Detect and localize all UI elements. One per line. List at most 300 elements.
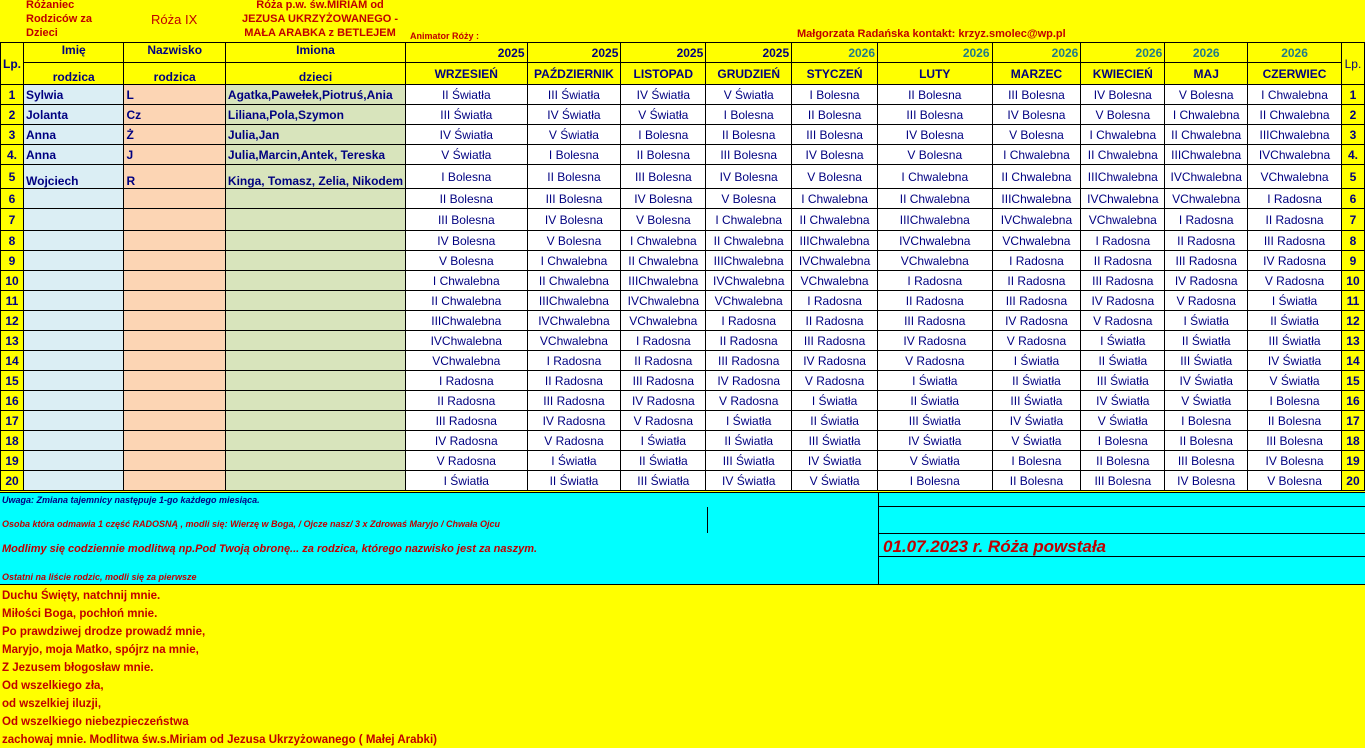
parent-surname-initial[interactable] [124,291,225,311]
mystery-cell[interactable]: I Światła [878,371,993,391]
mystery-cell[interactable]: V Radosna [621,411,706,431]
row-number[interactable]: 4. [1,145,24,165]
mystery-cell[interactable]: I Bolesna [792,85,878,105]
mystery-cell[interactable]: IV Światła [621,85,706,105]
children-names[interactable]: Julia,Jan [225,125,405,145]
mystery-cell[interactable]: V Radosna [406,451,527,471]
children-names[interactable]: Agatka,Pawełek,Piotruś,Ania [225,85,405,105]
mystery-cell[interactable]: I Chwalebna [706,209,792,231]
row-number[interactable]: 19 [1,451,24,471]
mystery-cell[interactable]: IIIChwalebna [1165,145,1248,165]
mystery-cell[interactable]: II Chwalebna [706,231,792,251]
row-number[interactable]: 2 [1,105,24,125]
parent-first-name[interactable]: Anna [24,145,124,165]
parent-surname-initial[interactable]: L [124,85,225,105]
row-number[interactable]: 16 [1,391,24,411]
mystery-cell[interactable]: IV Radosna [1081,291,1165,311]
mystery-cell[interactable]: III Światła [406,105,527,125]
mystery-cell[interactable]: IV Bolesna [792,145,878,165]
mystery-cell[interactable]: II Światła [527,471,621,491]
mystery-cell[interactable]: III Radosna [992,291,1081,311]
mystery-cell[interactable]: IV Światła [1248,351,1342,371]
mystery-cell[interactable]: V Bolesna [1165,85,1248,105]
mystery-cell[interactable]: II Bolesna [792,105,878,125]
mystery-cell[interactable]: I Chwalebna [878,165,993,189]
mystery-cell[interactable]: III Bolesna [792,125,878,145]
row-number-right[interactable]: 3 [1341,125,1364,145]
parent-surname-initial[interactable] [124,351,225,371]
parent-surname-initial[interactable]: Ż [124,125,225,145]
mystery-cell[interactable]: V Bolesna [1248,471,1342,491]
parent-surname-initial[interactable] [124,251,225,271]
mystery-cell[interactable]: I Chwalebna [992,145,1081,165]
mystery-cell[interactable]: V Bolesna [621,209,706,231]
mystery-cell[interactable]: IVChwalebna [1248,145,1342,165]
mystery-cell[interactable]: II Chwalebna [406,291,527,311]
mystery-cell[interactable]: III Radosna [1248,231,1342,251]
mystery-cell[interactable]: VChwalebna [1081,209,1165,231]
mystery-cell[interactable]: VChwalebna [527,331,621,351]
children-names[interactable] [225,311,405,331]
mystery-cell[interactable]: II Światła [1081,351,1165,371]
mystery-cell[interactable]: I Bolesna [1248,391,1342,411]
parent-surname-initial[interactable] [124,411,225,431]
row-number[interactable]: 9 [1,251,24,271]
mystery-cell[interactable]: II Radosna [406,391,527,411]
row-number-right[interactable]: 13 [1341,331,1364,351]
mystery-cell[interactable]: III Radosna [878,311,993,331]
parent-surname-initial[interactable] [124,271,225,291]
row-number-right[interactable]: 16 [1341,391,1364,411]
mystery-cell[interactable]: IV Bolesna [406,231,527,251]
mystery-cell[interactable]: I Chwalebna [406,271,527,291]
mystery-cell[interactable]: VChwalebna [878,251,993,271]
mystery-cell[interactable]: II Bolesna [621,145,706,165]
mystery-cell[interactable]: IV Światła [1081,391,1165,411]
mystery-cell[interactable]: I Bolesna [992,451,1081,471]
mystery-cell[interactable]: III Radosna [1081,271,1165,291]
mystery-cell[interactable]: V Radosna [878,351,993,371]
parent-surname-initial[interactable] [124,331,225,351]
mystery-cell[interactable]: III Bolesna [878,105,993,125]
children-names[interactable] [225,331,405,351]
row-number[interactable]: 12 [1,311,24,331]
mystery-cell[interactable]: V Bolesna [706,189,792,209]
mystery-cell[interactable]: V Radosna [1081,311,1165,331]
parent-first-name[interactable] [24,411,124,431]
mystery-cell[interactable]: I Światła [1165,311,1248,331]
parent-first-name[interactable] [24,351,124,371]
mystery-cell[interactable]: VChwalebna [1165,189,1248,209]
mystery-cell[interactable]: IIIChwalebna [992,189,1081,209]
mystery-cell[interactable]: IVChwalebna [406,331,527,351]
row-number-right[interactable]: 14 [1341,351,1364,371]
mystery-cell[interactable]: IIIChwalebna [1248,125,1342,145]
mystery-cell[interactable]: I Światła [992,351,1081,371]
mystery-cell[interactable]: III Bolesna [1165,451,1248,471]
row-number-right[interactable]: 9 [1341,251,1364,271]
mystery-cell[interactable]: IV Bolesna [1081,85,1165,105]
parent-first-name[interactable]: Jolanta [24,105,124,125]
mystery-cell[interactable]: I Radosna [1248,189,1342,209]
row-number-right[interactable]: 17 [1341,411,1364,431]
mystery-cell[interactable]: V Bolesna [878,145,993,165]
mystery-cell[interactable]: II Światła [621,451,706,471]
mystery-cell[interactable]: V Radosna [1248,271,1342,291]
mystery-cell[interactable]: IV Światła [878,431,993,451]
mystery-cell[interactable]: IIIChwalebna [527,291,621,311]
mystery-cell[interactable]: I Światła [792,391,878,411]
mystery-cell[interactable]: II Chwalebna [1248,105,1342,125]
parent-first-name[interactable] [24,331,124,351]
mystery-cell[interactable]: II Radosna [1081,251,1165,271]
children-names[interactable] [225,209,405,231]
mystery-cell[interactable]: IVChwalebna [1081,189,1165,209]
mystery-cell[interactable]: III Bolesna [527,189,621,209]
children-names[interactable]: Julia,Marcin,Antek, Tereska [225,145,405,165]
mystery-cell[interactable]: IV Bolesna [706,165,792,189]
row-number[interactable]: 13 [1,331,24,351]
row-number-right[interactable]: 10 [1341,271,1364,291]
mystery-cell[interactable]: V Światła [621,105,706,125]
mystery-cell[interactable]: IVChwalebna [792,251,878,271]
mystery-cell[interactable]: I Radosna [1081,231,1165,251]
mystery-cell[interactable]: IV Radosna [992,311,1081,331]
parent-first-name[interactable]: Anna [24,125,124,145]
children-names[interactable] [225,391,405,411]
mystery-cell[interactable]: IIIChwalebna [621,271,706,291]
row-number[interactable]: 20 [1,471,24,491]
children-names[interactable] [225,471,405,491]
parent-surname-initial[interactable] [124,189,225,209]
row-number[interactable]: 7 [1,209,24,231]
mystery-cell[interactable]: I Bolesna [878,471,993,491]
mystery-cell[interactable]: III Światła [878,411,993,431]
mystery-cell[interactable]: II Bolesna [1248,411,1342,431]
mystery-cell[interactable]: I Chwalebna [792,189,878,209]
mystery-cell[interactable]: I Bolesna [1165,411,1248,431]
mystery-cell[interactable]: II Światła [1248,311,1342,331]
mystery-cell[interactable]: IV Bolesna [992,105,1081,125]
row-number[interactable]: 5 [1,165,24,189]
mystery-cell[interactable]: I Radosna [1165,209,1248,231]
mystery-cell[interactable]: I Bolesna [527,145,621,165]
mystery-cell[interactable]: V Światła [1081,411,1165,431]
mystery-cell[interactable]: II Chwalebna [792,209,878,231]
mystery-cell[interactable]: IV Radosna [706,371,792,391]
mystery-cell[interactable]: IIIChwalebna [878,209,993,231]
parent-surname-initial[interactable] [124,371,225,391]
mystery-cell[interactable]: V Radosna [992,331,1081,351]
row-number-right[interactable]: 7 [1341,209,1364,231]
parent-first-name[interactable] [24,231,124,251]
parent-first-name[interactable] [24,431,124,451]
parent-surname-initial[interactable] [124,209,225,231]
mystery-cell[interactable]: II Światła [406,85,527,105]
mystery-cell[interactable]: V Bolesna [527,231,621,251]
mystery-cell[interactable]: V Bolesna [792,165,878,189]
mystery-cell[interactable]: III Radosna [1165,251,1248,271]
children-names[interactable] [225,451,405,471]
row-number-right[interactable]: 20 [1341,471,1364,491]
mystery-cell[interactable]: V Światła [792,471,878,491]
parent-surname-initial[interactable] [124,311,225,331]
mystery-cell[interactable]: III Bolesna [1248,431,1342,451]
mystery-cell[interactable]: IIIChwalebna [406,311,527,331]
mystery-cell[interactable]: III Światła [1081,371,1165,391]
mystery-cell[interactable]: IVChwalebna [527,311,621,331]
children-names[interactable] [225,231,405,251]
mystery-cell[interactable]: II Światła [706,431,792,451]
mystery-cell[interactable]: VChwalebna [792,271,878,291]
children-names[interactable] [225,291,405,311]
mystery-cell[interactable]: III Radosna [406,411,527,431]
mystery-cell[interactable]: I Bolesna [1081,431,1165,451]
parent-surname-initial[interactable] [124,391,225,411]
mystery-cell[interactable]: I Światła [1248,291,1342,311]
mystery-cell[interactable]: III Radosna [527,391,621,411]
mystery-cell[interactable]: V Bolesna [406,251,527,271]
mystery-cell[interactable]: V Światła [706,85,792,105]
children-names[interactable]: Kinga, Tomasz, Zelia, Nikodem [225,165,405,189]
children-names[interactable] [225,431,405,451]
parent-first-name[interactable] [24,391,124,411]
mystery-cell[interactable]: II Bolesna [406,189,527,209]
mystery-cell[interactable]: IV Bolesna [878,125,993,145]
mystery-cell[interactable]: V Światła [1165,391,1248,411]
parent-first-name[interactable] [24,209,124,231]
mystery-cell[interactable]: IIIChwalebna [1081,165,1165,189]
mystery-cell[interactable]: II Bolesna [706,125,792,145]
mystery-cell[interactable]: II Chwalebna [621,251,706,271]
mystery-cell[interactable]: III Światła [1165,351,1248,371]
mystery-cell[interactable]: II Bolesna [1081,451,1165,471]
mystery-cell[interactable]: IV Radosna [878,331,993,351]
mystery-cell[interactable]: IIIChwalebna [792,231,878,251]
mystery-cell[interactable]: V Światła [406,145,527,165]
mystery-cell[interactable]: V Światła [1248,371,1342,391]
mystery-cell[interactable]: I Radosna [992,251,1081,271]
mystery-cell[interactable]: IV Radosna [527,411,621,431]
mystery-cell[interactable]: II Światła [878,391,993,411]
parent-first-name[interactable] [24,371,124,391]
mystery-cell[interactable]: V Radosna [527,431,621,451]
row-number-right[interactable]: 2 [1341,105,1364,125]
mystery-cell[interactable]: III Światła [621,471,706,491]
row-number[interactable]: 14 [1,351,24,371]
mystery-cell[interactable]: III Światła [1248,331,1342,351]
mystery-cell[interactable]: V Światła [527,125,621,145]
parent-surname-initial[interactable] [124,471,225,491]
mystery-cell[interactable]: II Radosna [792,311,878,331]
mystery-cell[interactable]: IVChwalebna [1165,165,1248,189]
mystery-cell[interactable]: I Radosna [878,271,993,291]
mystery-cell[interactable]: III Światła [706,451,792,471]
mystery-cell[interactable]: II Radosna [621,351,706,371]
mystery-cell[interactable]: III Bolesna [621,165,706,189]
children-names[interactable] [225,251,405,271]
mystery-cell[interactable]: I Światła [621,431,706,451]
mystery-cell[interactable]: IVChwalebna [992,209,1081,231]
mystery-cell[interactable]: I Chwalebna [1081,125,1165,145]
mystery-cell[interactable]: II Radosna [1165,231,1248,251]
mystery-cell[interactable]: III Bolesna [992,85,1081,105]
mystery-cell[interactable]: III Światła [992,391,1081,411]
mystery-cell[interactable]: IVChwalebna [621,291,706,311]
parent-first-name[interactable] [24,311,124,331]
mystery-cell[interactable]: I Światła [706,411,792,431]
mystery-cell[interactable]: I Światła [406,471,527,491]
row-number-right[interactable]: 6 [1341,189,1364,209]
mystery-cell[interactable]: II Bolesna [1165,431,1248,451]
parent-surname-initial[interactable]: J [124,145,225,165]
children-names[interactable] [225,351,405,371]
mystery-cell[interactable]: I Bolesna [706,105,792,125]
mystery-cell[interactable]: III Radosna [621,371,706,391]
mystery-cell[interactable]: I Radosna [792,291,878,311]
row-number[interactable]: 8 [1,231,24,251]
row-number-right[interactable]: 11 [1341,291,1364,311]
mystery-cell[interactable]: IV Bolesna [1165,471,1248,491]
mystery-cell[interactable]: I Światła [1081,331,1165,351]
mystery-cell[interactable]: II Światła [1165,331,1248,351]
mystery-cell[interactable]: IV Radosna [1248,251,1342,271]
mystery-cell[interactable]: IVChwalebna [706,271,792,291]
row-number[interactable]: 6 [1,189,24,209]
mystery-cell[interactable]: I Bolesna [406,165,527,189]
row-number-right[interactable]: 1 [1341,85,1364,105]
mystery-cell[interactable]: III Bolesna [706,145,792,165]
mystery-cell[interactable]: IV Radosna [1165,271,1248,291]
mystery-cell[interactable]: I Światła [527,451,621,471]
row-number-right[interactable]: 8 [1341,231,1364,251]
row-number-right[interactable]: 15 [1341,371,1364,391]
mystery-cell[interactable]: IV Radosna [792,351,878,371]
mystery-cell[interactable]: V Radosna [706,391,792,411]
mystery-cell[interactable]: IV Światła [792,451,878,471]
mystery-cell[interactable]: IV Bolesna [527,209,621,231]
parent-first-name[interactable] [24,291,124,311]
mystery-cell[interactable]: I Chwalebna [1165,105,1248,125]
mystery-cell[interactable]: II Chwalebna [1165,125,1248,145]
children-names[interactable]: Liliana,Pola,Szymon [225,105,405,125]
mystery-cell[interactable]: II Radosna [992,271,1081,291]
mystery-cell[interactable]: III Radosna [706,351,792,371]
mystery-cell[interactable]: I Radosna [621,331,706,351]
mystery-cell[interactable]: II Chwalebna [1081,145,1165,165]
mystery-cell[interactable]: I Chwalebna [1248,85,1342,105]
parent-surname-initial[interactable] [124,431,225,451]
mystery-cell[interactable]: I Radosna [527,351,621,371]
mystery-cell[interactable]: VChwalebna [1248,165,1342,189]
mystery-cell[interactable]: III Bolesna [406,209,527,231]
mystery-cell[interactable]: VChwalebna [992,231,1081,251]
mystery-cell[interactable]: I Chwalebna [621,231,706,251]
row-number[interactable]: 11 [1,291,24,311]
mystery-cell[interactable]: IV Światła [527,105,621,125]
mystery-cell[interactable]: I Chwalebna [527,251,621,271]
mystery-cell[interactable]: IV Światła [406,125,527,145]
mystery-cell[interactable]: VChwalebna [621,311,706,331]
row-number-right[interactable]: 4. [1341,145,1364,165]
parent-first-name[interactable]: Wojciech [24,165,124,189]
mystery-cell[interactable]: II Radosna [878,291,993,311]
children-names[interactable] [225,189,405,209]
mystery-cell[interactable]: V Bolesna [992,125,1081,145]
mystery-cell[interactable]: II Światła [792,411,878,431]
parent-first-name[interactable] [24,251,124,271]
row-number[interactable]: 15 [1,371,24,391]
parent-first-name[interactable] [24,271,124,291]
mystery-cell[interactable]: IVChwalebna [878,231,993,251]
parent-first-name[interactable]: Sylwia [24,85,124,105]
mystery-cell[interactable]: II Radosna [1248,209,1342,231]
mystery-cell[interactable]: V Światła [992,431,1081,451]
children-names[interactable] [225,371,405,391]
mystery-cell[interactable]: II Radosna [527,371,621,391]
mystery-cell[interactable]: II Światła [992,371,1081,391]
mystery-cell[interactable]: IV Bolesna [621,189,706,209]
row-number[interactable]: 3 [1,125,24,145]
mystery-cell[interactable]: IV Światła [992,411,1081,431]
mystery-cell[interactable]: V Światła [878,451,993,471]
mystery-cell[interactable]: V Radosna [792,371,878,391]
mystery-cell[interactable]: IV Bolesna [1248,451,1342,471]
mystery-cell[interactable]: IV Światła [1165,371,1248,391]
mystery-cell[interactable]: I Radosna [706,311,792,331]
row-number-right[interactable]: 19 [1341,451,1364,471]
row-number-right[interactable]: 18 [1341,431,1364,451]
row-number-right[interactable]: 5 [1341,165,1364,189]
mystery-cell[interactable]: III Bolesna [1081,471,1165,491]
mystery-cell[interactable]: III Światła [527,85,621,105]
mystery-cell[interactable]: III Radosna [792,331,878,351]
mystery-cell[interactable]: II Bolesna [992,471,1081,491]
mystery-cell[interactable]: V Bolesna [1081,105,1165,125]
parent-surname-initial[interactable] [124,231,225,251]
parent-first-name[interactable] [24,189,124,209]
parent-surname-initial[interactable]: Cz [124,105,225,125]
mystery-cell[interactable]: I Bolesna [621,125,706,145]
mystery-cell[interactable]: II Chwalebna [878,189,993,209]
mystery-cell[interactable]: II Radosna [706,331,792,351]
mystery-cell[interactable]: I Radosna [406,371,527,391]
mystery-cell[interactable]: IV Radosna [621,391,706,411]
mystery-cell[interactable]: II Bolesna [527,165,621,189]
row-number[interactable]: 17 [1,411,24,431]
children-names[interactable] [225,411,405,431]
mystery-cell[interactable]: VChwalebna [706,291,792,311]
mystery-cell[interactable]: IV Radosna [406,431,527,451]
mystery-cell[interactable]: II Bolesna [878,85,993,105]
mystery-cell[interactable]: IIIChwalebna [706,251,792,271]
mystery-cell[interactable]: VChwalebna [406,351,527,371]
row-number[interactable]: 10 [1,271,24,291]
parent-surname-initial[interactable]: R [124,165,225,189]
parent-first-name[interactable] [24,451,124,471]
mystery-cell[interactable]: III Światła [792,431,878,451]
parent-first-name[interactable] [24,471,124,491]
mystery-cell[interactable]: II Chwalebna [527,271,621,291]
mystery-cell[interactable]: IV Światła [706,471,792,491]
row-number[interactable]: 18 [1,431,24,451]
parent-surname-initial[interactable] [124,451,225,471]
row-number-right[interactable]: 12 [1341,311,1364,331]
mystery-cell[interactable]: V Radosna [1165,291,1248,311]
mystery-cell[interactable]: II Chwalebna [992,165,1081,189]
children-names[interactable] [225,271,405,291]
row-number[interactable]: 1 [1,85,24,105]
